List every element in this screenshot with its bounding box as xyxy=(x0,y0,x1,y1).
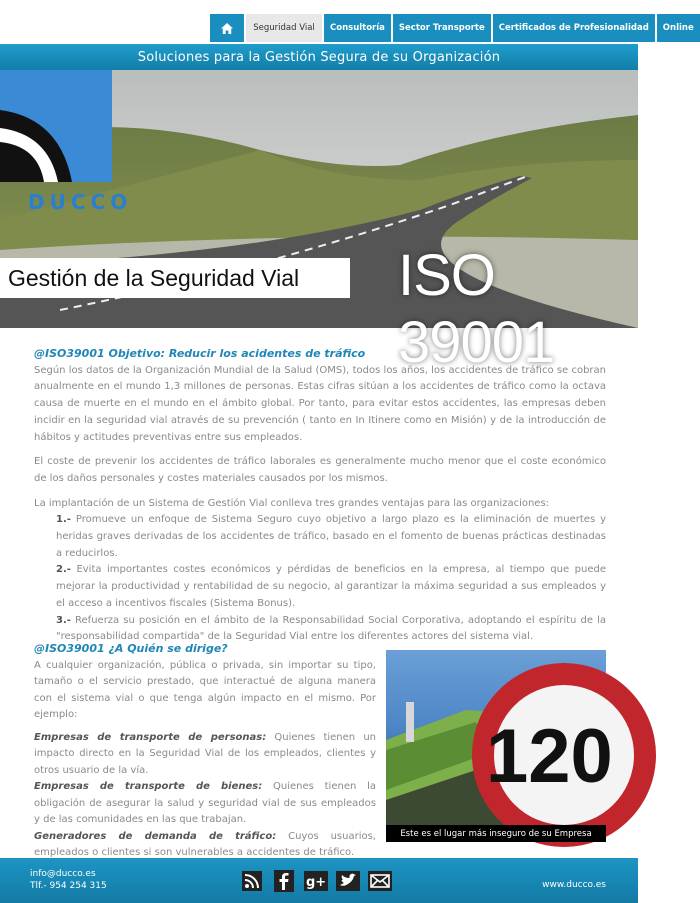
paragraph: El coste de prevenir los accidentes de tráfico laborales es generalmente mucho menor que el coste económico de los daños personales y costes materiales causados por los mismos. xyxy=(34,456,606,484)
nav-seguridad-vial[interactable]: Seguridad Vial xyxy=(246,14,322,42)
section-heading: @ISO39001 Objetivo: Reducir los acidentes de tráfico xyxy=(34,347,366,360)
logo-text: DUCCO xyxy=(28,190,133,214)
ducco-logo xyxy=(0,70,112,198)
speed-sign-illustration xyxy=(386,650,613,842)
paragraph: La implantación de un Sistema de Gestión Vial conlleva tres grandes ventajas para las organizaciones: xyxy=(34,497,550,509)
banner: Soluciones para la Gestión Segura de su Organización xyxy=(0,44,638,70)
contact-email[interactable]: info@ducco.es xyxy=(30,869,96,879)
contact-info xyxy=(30,868,107,892)
section-audience xyxy=(34,641,376,862)
nav-online[interactable]: Online xyxy=(657,14,700,42)
rss-icon[interactable] xyxy=(240,870,264,892)
hero-title-box xyxy=(0,258,350,298)
advantages-list xyxy=(34,512,606,646)
footer xyxy=(0,858,638,903)
photo-caption: Este es el lugar más inseguro de su Empresa xyxy=(386,825,606,842)
svg-text:g+: g+ xyxy=(306,875,327,890)
list-item: 3.- Refuerza su posición en el ámbito de la Responsabilidad Social Corporativa, adoptando el espíritu de la "responsabilidad compartida" de la Seguridad Vial entre los diferentes actores del sistema vial. xyxy=(56,614,606,643)
nav-sector-transporte[interactable]: Sector Transporte xyxy=(393,14,491,42)
iso-title: ISO 39001 xyxy=(398,243,555,375)
list-item: 2.- Evita importantes costes económicos y pérdidas de beneficios en la empresa, al tiempo que puede mejorar la productividad y rentabilidad de su negocio, al garantizar la máxima seguridad a sus empleados y el acceso a incentivos fiscales (Sistema Bonus). xyxy=(56,564,606,609)
home-button[interactable] xyxy=(210,14,244,42)
nav-consultoria[interactable]: Consultoría xyxy=(324,14,391,42)
list-item: Empresas de transporte de personas: Quienes tienen un impacto directo en la Seguridad Vial de los empleados, clientes y otros usuario de la vía. xyxy=(34,731,376,776)
google-plus-icon[interactable] xyxy=(304,870,328,892)
list-item: Generadores de demanda de tráfico: Cuyos usuarios, empleados o clientes si son vulnerables a accidentes de tráfico. xyxy=(34,830,376,858)
contact-phone: Tlf.- 954 254 315 xyxy=(30,881,107,891)
paragraph: Según los datos de la Organización Mundial de la Salud (OMS), todos los años, los accidentes de tráfico se cobran anualmente en el mundo 1,3 millones de personas. Estas cifras sitúan a los accidentes de tráfico como la octava causa de muerte en el mundo en el ámbito global. Por tanto, para evitar estos accidentes, las empresas deben incidir en la seguridad vial através de su prevención ( tanto en In Itinere como en Misión) y de la introducción de hábitos y actitudes preventivas entre sus empleados. xyxy=(34,364,606,443)
hero-title: Gestión de la Seguridad Vial xyxy=(8,264,300,291)
sign-number: 120 xyxy=(486,714,613,799)
top-nav xyxy=(210,14,700,42)
list-item: Empresas de transporte de bienes: Quienes tienen la obligación de asegurar la salud y seguridad vial de sus empleados y de las comunidades en las que trabajan. xyxy=(34,781,376,825)
speed-sign-photo xyxy=(386,650,613,842)
paragraph: A cualquier organización, pública o privada, sin importar su tipo, tamaño o el servicio prestado, que interactué de alguna manera con el sistema vial o que tenga algún impacto en el mismo. Por ejemplo: xyxy=(34,659,376,720)
home-icon xyxy=(220,22,234,35)
twitter-icon[interactable] xyxy=(336,870,360,892)
email-icon[interactable] xyxy=(368,870,392,892)
section-heading: @ISO39001 ¿A Quién se dirige? xyxy=(34,642,228,655)
list-item: 1.- Promueve un enfoque de Sistema Seguro cuyo objetivo a largo plazo es la eliminación de muertes y heridas graves derivadas de los accidentes de tráfico, basado en el fomento de buenas prácticas destinadas a reducirlos. xyxy=(56,514,606,559)
facebook-icon[interactable] xyxy=(272,870,296,892)
social-links xyxy=(240,870,392,892)
nav-certificados[interactable]: Certificados de Profesionalidad xyxy=(493,14,655,42)
section-objetivo xyxy=(34,346,606,646)
website-link[interactable]: www.ducco.es xyxy=(542,880,606,890)
